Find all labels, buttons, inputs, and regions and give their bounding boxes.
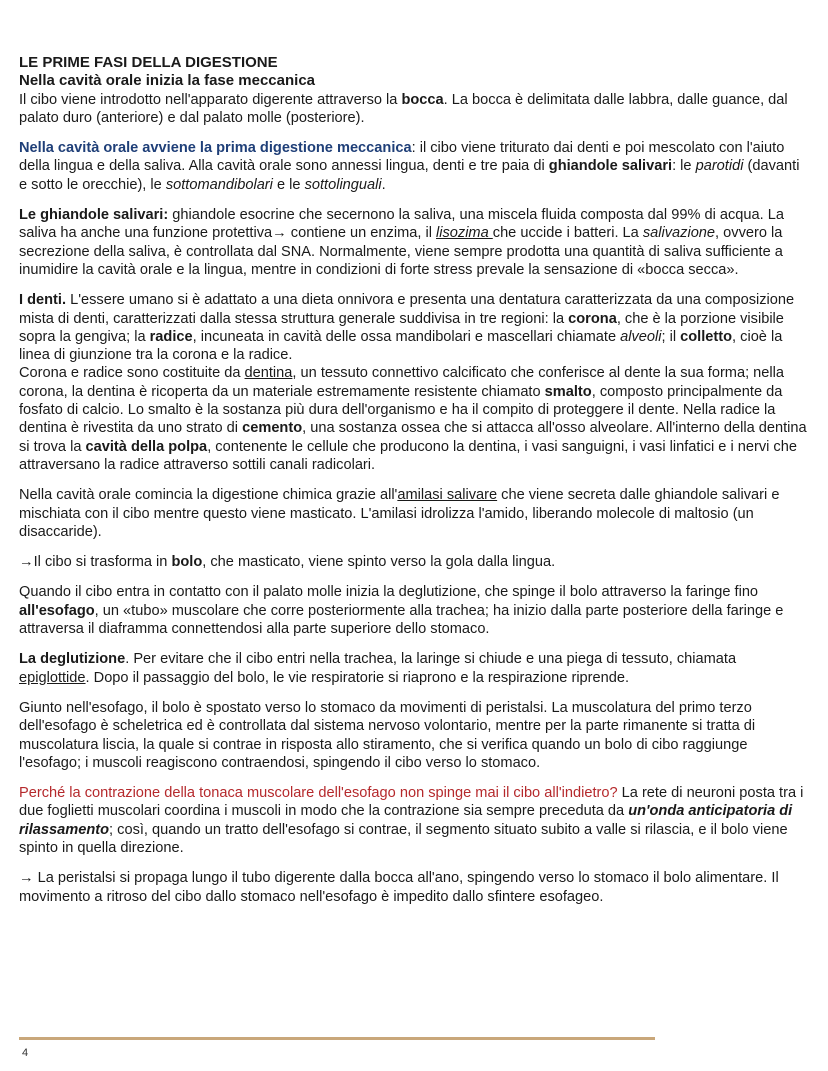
paragraph-bolo: →Il cibo si trasforma in bolo, che masticato, viene spinto verso la gola dalla lingua. [19, 554, 556, 571]
paragraph-contrazione: Perché la contrazione della tonaca muscolare dell'esofago non spinge mai il cibo all'indietro? La rete di neuroni posta tra i due foglietti muscolari coordina i muscoli in modo che la contrazione sia sempre preceduta da un'onda anticipatoria di rilassamento; così, quando un tratto dell'esofago si contrae, il segmento situato subito a valle si rilascia, e il bolo viene spinto in quella direzione. [19, 785, 804, 856]
paragraph-deglutizione: La deglutizione. Per evitare che il cibo entri nella trachea, la laringe si chiude e una piega di tessuto, chiamata epiglottide. Dopo il passaggio del bolo, le vie respiratorie si riaprono e la respirazione riprende. [19, 651, 737, 686]
page-title: LE PRIME FASI DELLA DIGESTIONE [19, 54, 278, 71]
section-subtitle: Nella cavità orale inizia la fase meccanica [19, 72, 316, 90]
paragraph-sfintere: → La peristalsi si propaga lungo il tubo digerente dalla bocca all'ano, spingendo verso lo stomaco il bolo alimentare. Il movimento a ritroso del cibo dallo stomaco nell'esofago è impedito dallo sfintere esofageo. [19, 870, 779, 905]
paragraph-amilasi: Nella cavità orale comincia la digestione chimica grazie all'amilasi salivare che viene secreta dalle ghiandole salivari e mischiata con il cibo mentre questo viene masticato. L'amilasi idrolizza l'amido, liberando molecole di maltosio (un disaccaride). [19, 487, 780, 540]
paragraph-esofago: Quando il cibo entra in contatto con il palato molle inizia la deglutizione, che spinge il bolo attraverso la faringe fino all'esofago, un «tubo» muscolare che corre posteriormente alla trachea; ha inizio dalla parte posteriore della faringe e attraversa il diaframma connettendosi alla parte superiore dello stomaco. [19, 584, 784, 638]
document-body [19, 54, 809, 906]
paragraph-bocca: Il cibo viene introdotto nell'apparato digerente attraverso la bocca. La bocca è delimitata dalle labbra, dalle guance, dal palato duro (anteriore) e dal palato molle (posteriore). [19, 91, 788, 126]
paragraph-denti: I denti. L'essere umano si è adattato a una dieta onnivora e presenta una dentatura caratterizzata da una composizione mista di denti, caratterizzati dalla stessa struttura generale suddivisa in tre regioni: la corona, che è la porzione visibile sopra la gengiva; la radice, incuneata in cavità delle ossa mandibolari e mascellari chiamate alveoli; il colletto, cioè la linea di giunzione tra la corona e la radice. [19, 292, 795, 364]
paragraph-ghiandole-salivari: Le ghiandole salivari: ghiandole esocrine che secernono la saliva, una miscela fluida composta dal 99% di acqua. La saliva ha anche una funzione protettiva→ contiene un enzima, il lisozima che uccide i batteri. La salivazione, ovvero la secrezione della saliva, è controllata dal SNA. Normalmente, viene sempre prodotta una quantità di saliva sufficiente a inumidire la cavità orale e la lingua, mentre in condizioni di forte stress prevale la sensazione di «bocca secca». [19, 207, 784, 278]
footer-divider [19, 1037, 655, 1040]
page-number: 4 [22, 1047, 29, 1059]
paragraph-digestione-meccanica: Nella cavità orale avviene la prima digestione meccanica: il cibo viene triturato dai denti e poi mescolato con l'aiuto della lingua e della saliva. Alla cavità orale sono annessi lingua, denti e tre paia di ghiandole salivari: le parotidi (davanti e sotto le orecchie), le sottomandibolari e le sottolinguali. [19, 140, 800, 193]
paragraph-peristalsi: Giunto nell'esofago, il bolo è spostato verso lo stomaco da movimenti di peristalsi. La muscolatura del primo terzo dell'esofago è scheletrica ed è controllata dal sistema nervoso volontario, mentre per la parte rimanente si tratta di muscolatura liscia, la quale si contrae in risposta allo stiramento, che si verifica quando un bolo di cibo raggiunge l'esofago; i muscoli reagiscono contraendosi, spingendo il cibo verso lo stomaco. [19, 699, 756, 771]
paragraph-dentina: Corona e radice sono costituite da dentina, un tessuto connettivo calcificato che conferisce al dente la sua forma; nella corona, la dentina è ricoperta da un materiale estremamente resistente chiamato smalto, composto principalmente da fosfato di calcio. Lo smalto è la sostanza più dura dell'organismo e ha il compito di proteggere il dente. Nella radice la dentina è rivestita da uno strato di cemento, una sostanza ossea che si attacca all'osso alveolare. All'interno della dentina si trova la cavità della polpa, contenente le cellule che producono la dentina, i vasi sanguigni, i vasi linfatici e i nervi che attraversano la radice attraverso sottili canali radicolari. [19, 365, 807, 473]
